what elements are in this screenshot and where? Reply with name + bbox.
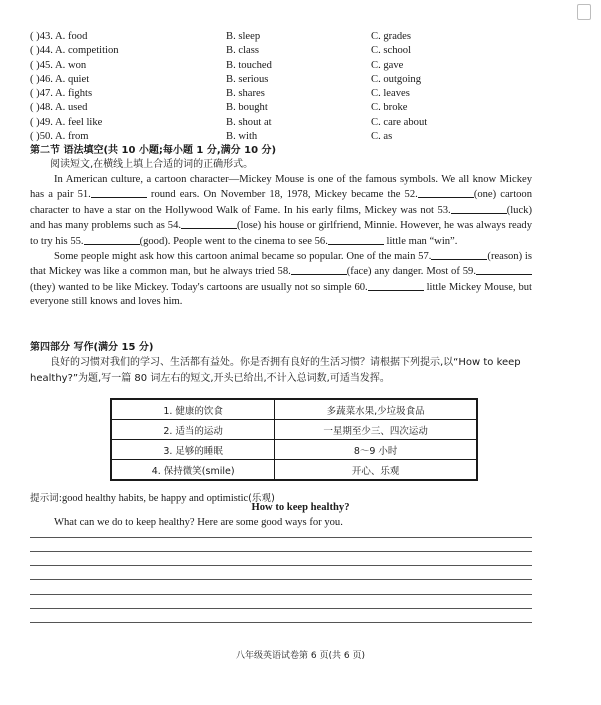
page-corner-icon bbox=[577, 4, 591, 20]
option-b: B. shout at bbox=[226, 116, 272, 128]
mcq-row-43 bbox=[30, 30, 570, 44]
mcq-row-45 bbox=[30, 59, 570, 73]
tip-detail: 8～9 小时 bbox=[275, 440, 477, 460]
option-c: C. as bbox=[371, 131, 393, 143]
option-a: ( )47. A. fights bbox=[30, 88, 93, 100]
section-heading-writing: 第四部分 写作(满分 15 分) bbox=[30, 342, 154, 353]
option-a: ( )43. A. food bbox=[30, 31, 88, 42]
passage-paragraph-2: Some people might ask how this cartoon animal became so popular. One of the main 57. (reason) is that Mickey was like a common man, but he always tried 58. (face) any danger. Most of 59.(they) wanted to be like Mickey. Today's cartoons are usually not so simple 60. little Mickey Mouse, but everyone still knows and loves him. bbox=[30, 251, 532, 308]
answer-blank-57[interactable] bbox=[431, 249, 487, 260]
hint-words: 提示词:good healthy habits, be happy and optimistic(乐观) bbox=[30, 493, 275, 504]
writing-line[interactable] bbox=[30, 537, 532, 538]
option-a: ( )49. A. feel like bbox=[30, 116, 103, 128]
cloze-passage bbox=[30, 173, 532, 310]
option-b: B. touched bbox=[226, 59, 272, 71]
answer-blank-52[interactable] bbox=[418, 187, 474, 198]
option-a: ( )48. A. used bbox=[30, 102, 88, 114]
option-a: ( )45. A. won bbox=[30, 59, 87, 71]
page-footer: 八年级英语试卷第 6 页(共 6 页) bbox=[236, 651, 365, 661]
answer-blank-59[interactable] bbox=[476, 264, 532, 275]
mcq-row-44 bbox=[30, 44, 570, 58]
answer-blank-53[interactable] bbox=[451, 203, 507, 214]
mcq-row-50 bbox=[30, 130, 570, 144]
section-instruction: 阅读短文,在横线上填上合适的词的正确形式。 bbox=[50, 159, 254, 170]
tip-item: 2. 适当的运动 bbox=[111, 420, 275, 440]
writing-line[interactable] bbox=[30, 579, 532, 580]
passage-paragraph-1: In American culture, a cartoon character—Mickey Mouse is one of the famous symbols. We all know Mickey has a pair 51. round ears. On November 18, 1978, Mickey became the 52. (one) cartoon character to have a star on the Hollywood Walk of Fame. In his early films, Mickey was not 53. (luck) and has many problems such as 54. (lose) his house or girlfriend, Minnie. However, he was always ready to try his 55. (good). People went to the cinema to see 56. little man “win”. bbox=[30, 174, 533, 247]
table-row bbox=[111, 460, 477, 481]
answer-blank-60[interactable] bbox=[368, 280, 424, 291]
multiple-choice-list bbox=[30, 30, 570, 144]
option-b: B. serious bbox=[226, 73, 269, 85]
tip-detail: 开心、乐观 bbox=[275, 460, 477, 481]
option-a: ( )44. A. competition bbox=[30, 45, 119, 57]
essay-opening-sentence: What can we do to keep healthy? Here are some good ways for you. bbox=[54, 517, 343, 528]
mcq-row-48 bbox=[30, 101, 570, 115]
option-b: B. class bbox=[226, 45, 259, 57]
option-c: C. leaves bbox=[371, 88, 410, 100]
writing-line[interactable] bbox=[30, 622, 532, 623]
writing-line[interactable] bbox=[30, 594, 532, 595]
option-c: C. care about bbox=[371, 116, 428, 128]
option-a: ( )50. A. from bbox=[30, 131, 89, 143]
table-row bbox=[111, 440, 477, 460]
option-c: C. school bbox=[371, 45, 412, 57]
option-c: C. broke bbox=[371, 102, 408, 114]
option-b: B. shares bbox=[226, 88, 265, 100]
writing-line[interactable] bbox=[30, 565, 532, 566]
tip-item: 4. 保持微笑(smile) bbox=[111, 460, 275, 481]
essay-title: How to keep healthy? bbox=[251, 502, 350, 513]
option-c: C. outgoing bbox=[371, 73, 422, 85]
tips-table bbox=[110, 398, 478, 481]
tip-item: 3. 足够的睡眠 bbox=[111, 440, 275, 460]
writing-line[interactable] bbox=[30, 551, 532, 552]
option-b: B. bought bbox=[226, 102, 268, 114]
answer-blank-55[interactable] bbox=[84, 234, 140, 245]
writing-prompt: 良好的习惯对我们的学习、生活都有益处。你是否拥有良好的生活习惯？请根据下列提示,以“How to keep healthy?”为题,写一篇 80 词左右的短文,开头已给出,不计入总词数,可适当发挥。 bbox=[30, 357, 521, 384]
option-a: ( )46. A. quiet bbox=[30, 73, 90, 85]
answer-blank-54[interactable] bbox=[181, 218, 237, 229]
section-heading-grammar: 第二节 语法填空(共 10 小题;每小题 1 分,满分 10 分) bbox=[30, 145, 277, 156]
mcq-row-46 bbox=[30, 73, 570, 87]
tip-detail: 多蔬菜水果,少垃圾食品 bbox=[275, 399, 477, 420]
answer-blank-56[interactable] bbox=[328, 234, 384, 245]
option-b: B. with bbox=[226, 131, 258, 143]
answer-blank-58[interactable] bbox=[291, 264, 347, 275]
tip-detail: 一星期至少三、四次运动 bbox=[275, 420, 477, 440]
mcq-row-49 bbox=[30, 116, 570, 130]
table-row bbox=[111, 420, 477, 440]
writing-line[interactable] bbox=[30, 608, 532, 609]
option-b: B. sleep bbox=[226, 31, 261, 42]
table-row bbox=[111, 399, 477, 420]
option-c: C. gave bbox=[371, 59, 404, 71]
option-c: C. grades bbox=[371, 31, 412, 42]
mcq-row-47 bbox=[30, 87, 570, 101]
tip-item: 1. 健康的饮食 bbox=[111, 399, 275, 420]
answer-blank-51[interactable] bbox=[91, 187, 147, 198]
